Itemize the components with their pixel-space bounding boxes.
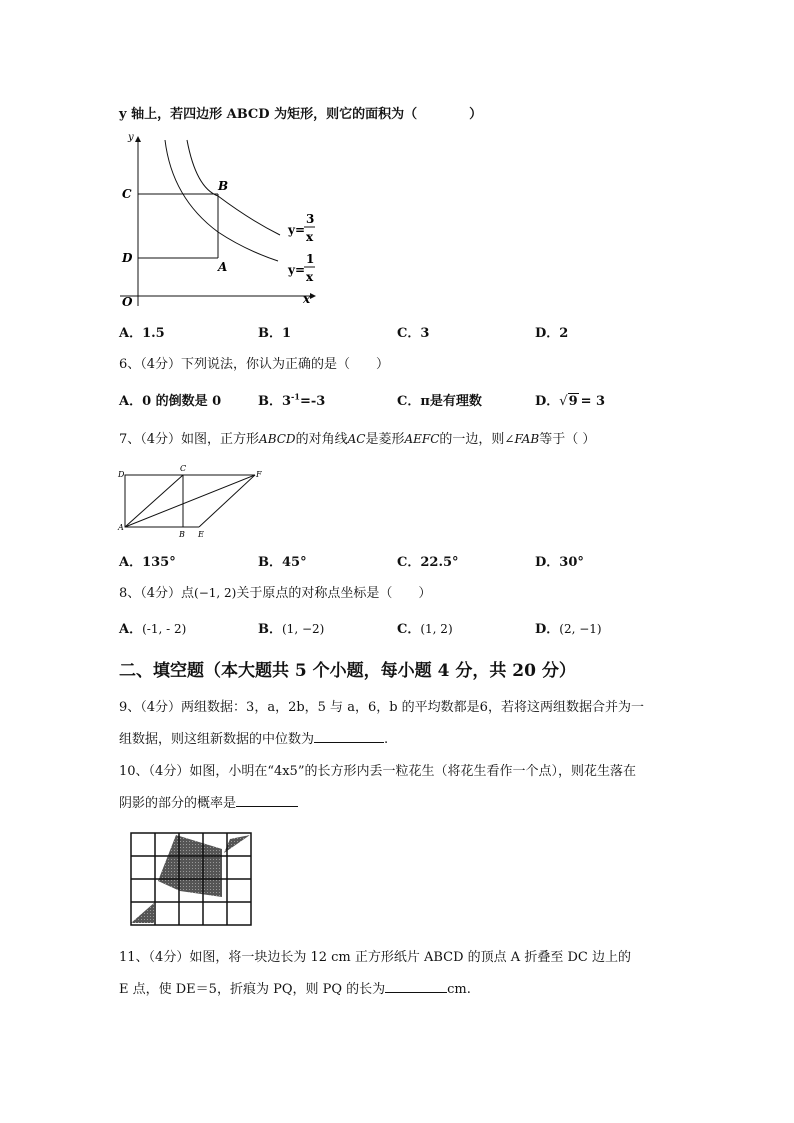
shaded-region-main [158, 835, 222, 897]
shaded-region-top-right [224, 835, 250, 853]
point-label-B: B [218, 179, 229, 193]
q10-line2: 阴影的部分的概率是 [119, 792, 298, 811]
label-D: D [118, 470, 125, 479]
q11-line2: E 点，使 DE＝5，折痕为 PQ，则 PQ 的长为 cm. [119, 982, 471, 997]
label-A: A [118, 523, 124, 532]
q5-option-c: C．3 [397, 326, 430, 341]
eq-lower-num: 1 [306, 252, 315, 266]
point-label-C: C [122, 187, 132, 201]
q9-answer-blank [314, 730, 384, 743]
q5-option-d: D．2 [535, 326, 569, 341]
origin-label: O [122, 295, 133, 308]
q11-answer-blank [385, 980, 447, 993]
shaded-region-bottom-left [131, 903, 154, 923]
label-E: E [198, 530, 204, 539]
curve-y-3-over-x [187, 140, 280, 235]
eq-upper-den: x [306, 230, 314, 244]
eq-upper-lhs: y= [288, 223, 306, 237]
q11-line1: 11、（4分）如图，将一块边长为 12 cm 正方形纸片 ABCD 的顶点 A 折叠至 DC 边上的 [119, 950, 631, 965]
q6-option-b: B．$3^{-1}=-3$ [258, 391, 326, 409]
q7-square-rhombus-figure [115, 462, 275, 542]
eq-upper-num: 3 [306, 212, 315, 226]
q7-stem: 7、（4分）如图，正方形ABCD的对角线AC是菱形AEFC的一边，则∠FAB等于（ ） [119, 432, 596, 447]
curve-y-1-over-x [165, 140, 278, 261]
point-label-A: A [218, 260, 228, 274]
label-B: B [179, 530, 185, 539]
q7-option-c: C．22.5° [397, 555, 459, 570]
q8-option-b: B．(1, −2) [258, 622, 325, 637]
q8-stem: 8、（4分）点(−1, 2)关于原点的对称点坐标是（ ） [119, 586, 432, 601]
q7-option-d: D．30° [535, 555, 584, 570]
q10-grid-figure [128, 831, 254, 929]
q7-option-a: A．135° [119, 555, 176, 570]
q5-stem: y 轴上，若四边形 ABCD 为矩形，则它的面积为（ ） [119, 107, 483, 122]
q5-option-a: A．1.5 [119, 326, 165, 341]
q6-option-d: D．√9 = 3 [535, 394, 606, 409]
q10-answer-blank [236, 794, 298, 807]
q6-stem: 6、（4分）下列说法，你认为正确的是（ ） [119, 357, 390, 372]
eq-lower-lhs: y= [288, 263, 306, 277]
q8-option-d: D．(2, −1) [535, 622, 602, 637]
x-axis-label: x [303, 292, 311, 306]
y-axis-label: y [128, 132, 134, 143]
label-F: F [256, 470, 262, 479]
y-axis-arrow [135, 136, 141, 142]
eq-lower-den: x [306, 270, 314, 284]
q9-line1: 9、（4分）两组数据：3，a，2b，5 与 a，6，b 的平均数都是6，若将这两组数据合并为一 [119, 700, 644, 715]
point-label-D: D [122, 251, 133, 265]
segment-FE [199, 475, 255, 527]
q7-option-b: B．45° [258, 555, 307, 570]
q6-option-c: C．π是有理数 [397, 394, 482, 409]
q10-line1: 10、（4分）如图，小明在“4x5”的长方形内丢一粒花生（将花生看作一个点），则花生落在 [119, 764, 636, 779]
q9-line2: 组数据，则这组新数据的中位数为 . [119, 732, 389, 747]
q5-option-b: B．1 [258, 326, 292, 341]
q8-option-a: A．(-1, - 2) [119, 622, 187, 637]
segment-AF [125, 475, 255, 527]
section-2-title: 二、填空题（本大题共 5 个小题，每小题 4 分，共 20 分） [119, 661, 576, 681]
label-C: C [180, 464, 187, 473]
q6-option-a: A．0 的倒数是 0 [119, 394, 222, 409]
q8-option-c: C．(1, 2) [397, 622, 453, 637]
q5-hyperbola-figure [110, 128, 335, 308]
x-axis-arrow [310, 293, 316, 299]
diagonal-AC [125, 475, 183, 527]
